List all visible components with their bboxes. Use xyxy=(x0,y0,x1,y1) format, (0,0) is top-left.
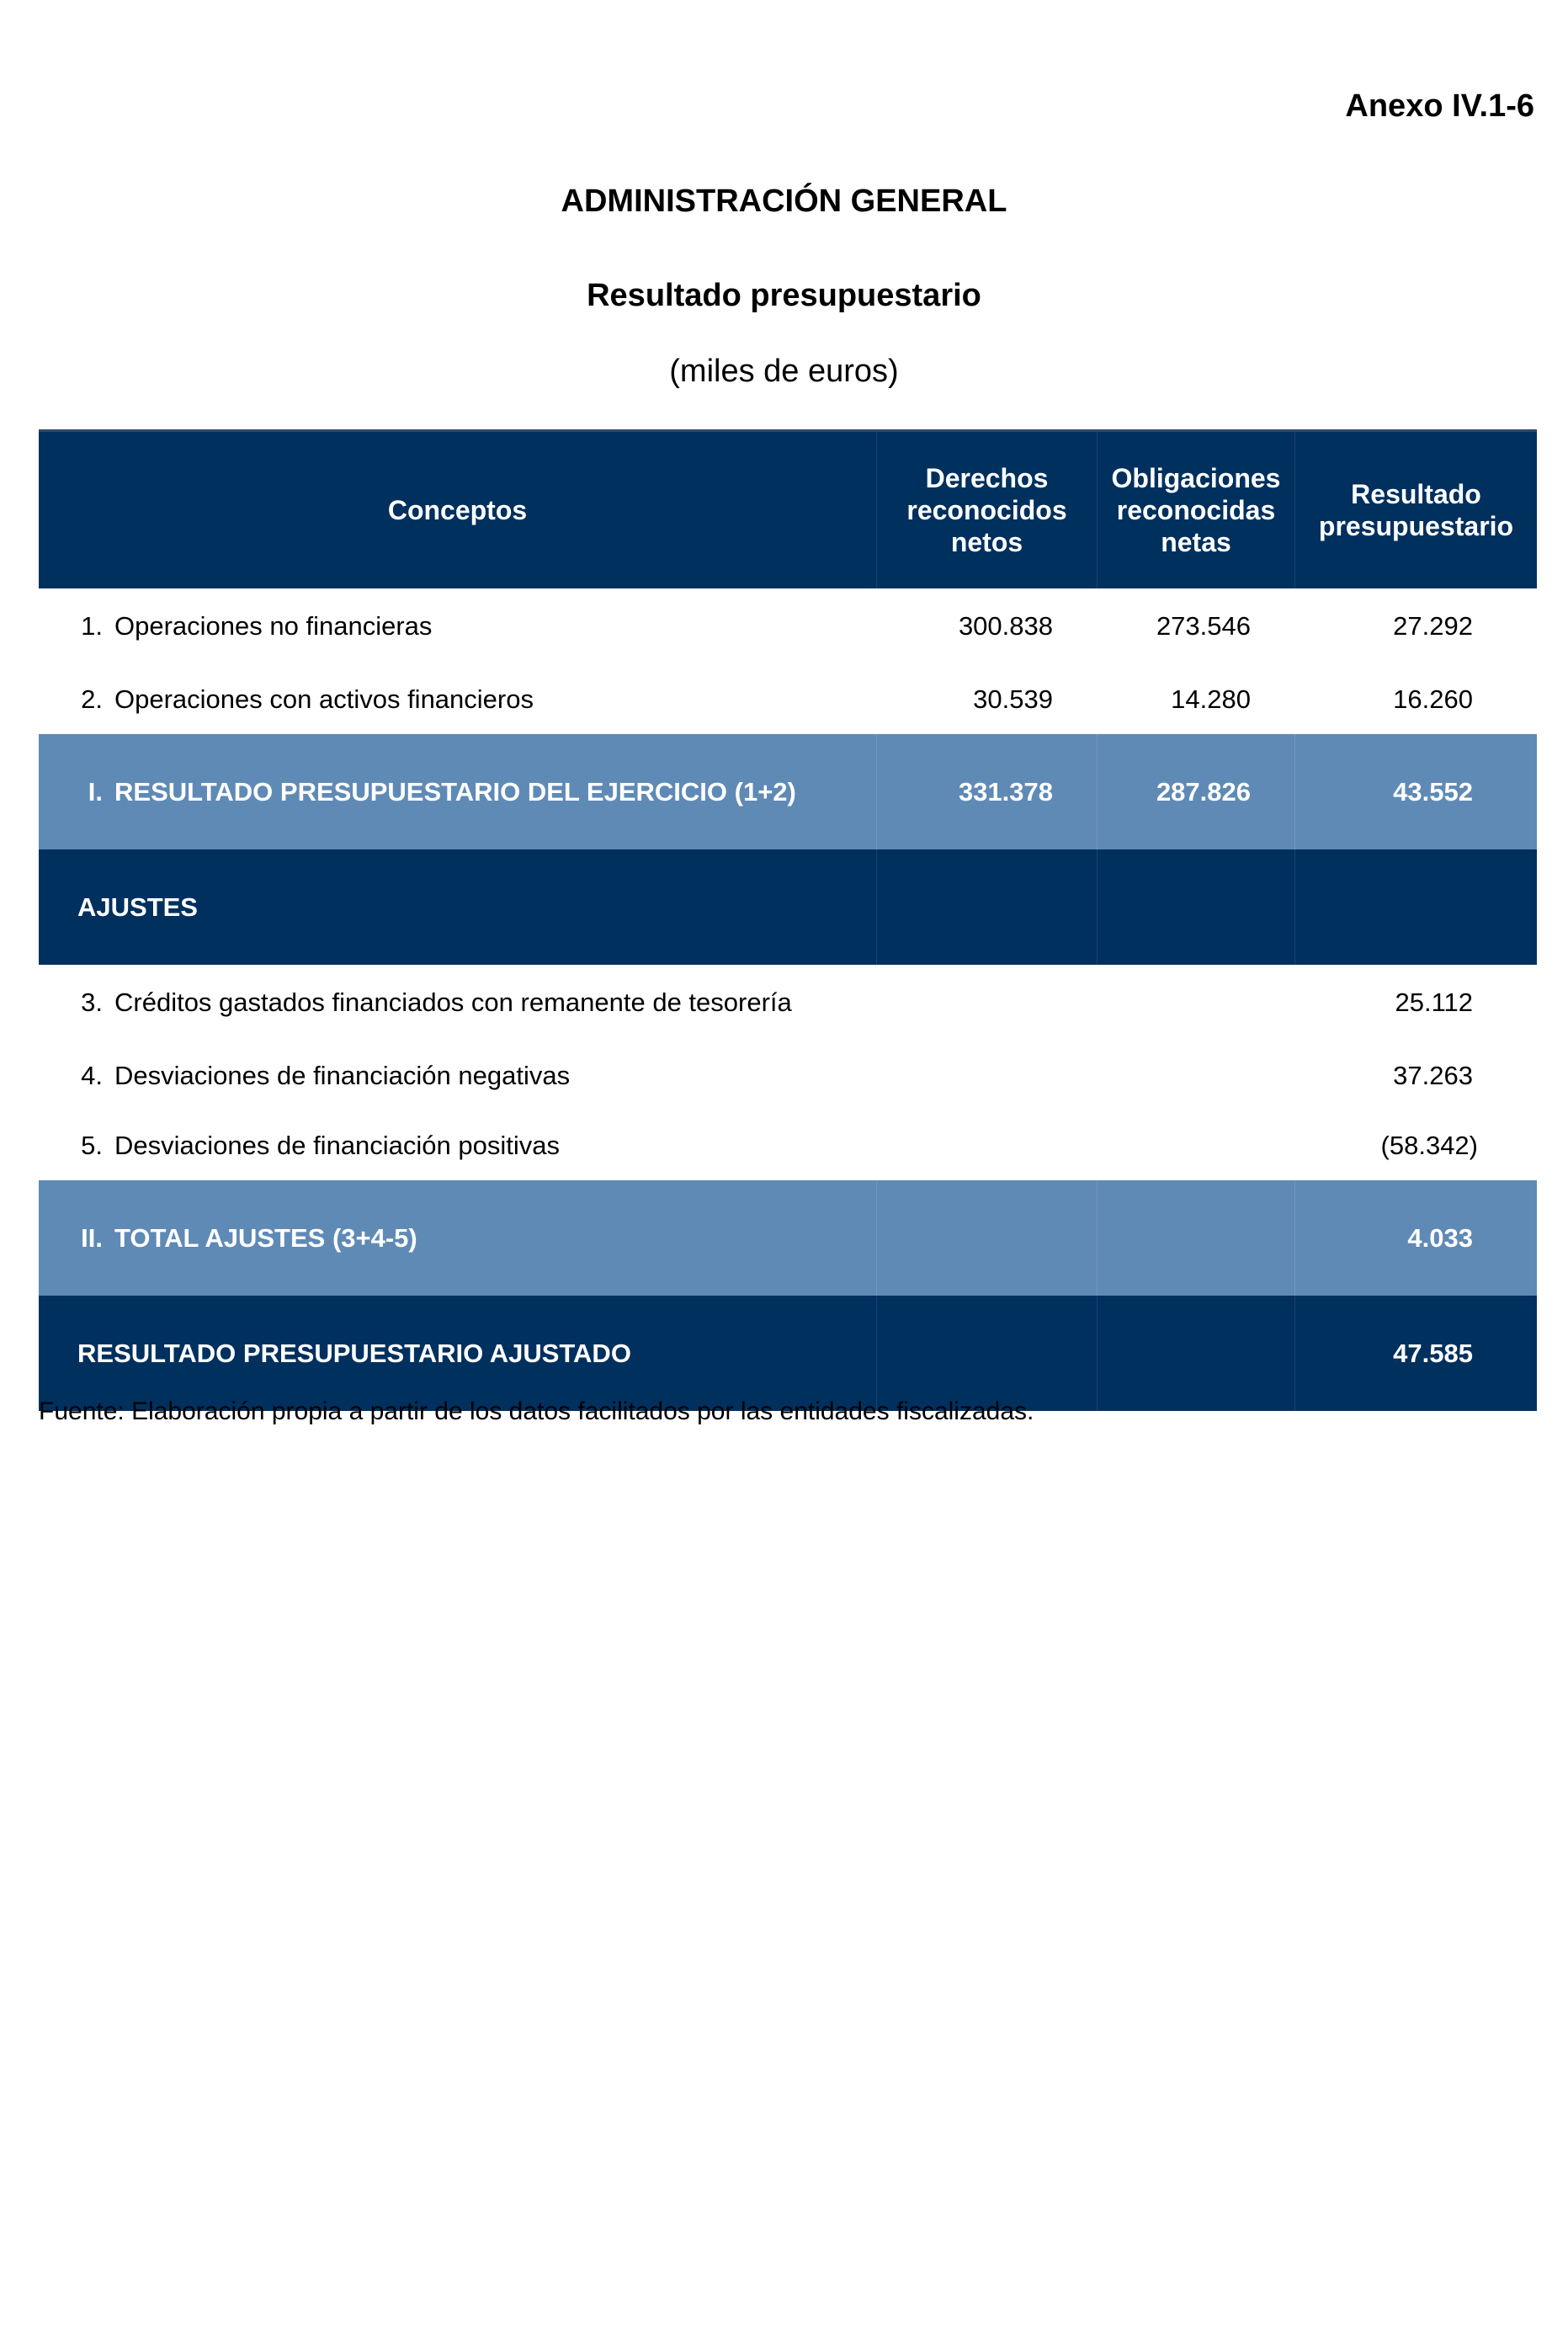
row-result: 43.552 xyxy=(1294,734,1537,849)
row-label: Operaciones con activos financieros xyxy=(114,684,534,714)
table-row xyxy=(39,664,1537,734)
header-rights: Derechos reconocidos netos xyxy=(876,432,1097,588)
header-concepts: Conceptos xyxy=(387,495,528,525)
row-number: II. xyxy=(81,1222,103,1253)
row-result: 25.112 xyxy=(1395,988,1473,1017)
adjustments-label: AJUSTES xyxy=(77,892,198,922)
row-label: Desviaciones de financiación negativas xyxy=(114,1060,571,1090)
page-subtitle: Resultado presupuestario xyxy=(587,278,981,313)
row-rights: 30.539 xyxy=(973,684,1053,714)
row-number: 2. xyxy=(81,684,103,714)
table-row xyxy=(39,1041,1537,1110)
row-number: 1. xyxy=(81,611,103,641)
row-obligations: 14.280 xyxy=(1171,684,1251,714)
row-obligations: 273.546 xyxy=(1156,611,1251,641)
row-rights: 300.838 xyxy=(958,611,1053,641)
table-row xyxy=(39,588,1537,664)
row-result: (58.342) xyxy=(1380,1130,1478,1160)
row-number: 5. xyxy=(81,1130,103,1160)
row-number: 4. xyxy=(81,1060,103,1090)
row-label: RESULTADO PRESUPUESTARIO DEL EJERCICIO (1+2) xyxy=(114,776,796,807)
adjustments-header-row xyxy=(39,849,1537,965)
header-obligations: Obligaciones reconocidas netas xyxy=(1097,432,1294,588)
total-row-exercise xyxy=(39,734,1537,849)
row-result: 16.260 xyxy=(1393,684,1473,714)
row-obligations: 287.826 xyxy=(1097,734,1294,849)
row-result: 47.585 xyxy=(1294,1296,1537,1411)
row-result: 4.033 xyxy=(1294,1180,1537,1296)
units-note: (miles de euros) xyxy=(669,354,899,389)
row-number: I. xyxy=(88,776,103,807)
row-label: TOTAL AJUSTES (3+4-5) xyxy=(114,1222,417,1253)
total-row-adjustments xyxy=(39,1180,1537,1296)
row-result: 37.263 xyxy=(1393,1060,1473,1090)
table-row xyxy=(39,1110,1537,1180)
row-label: Créditos gastados financiados con remanente de tesorería xyxy=(114,988,792,1017)
page-title: ADMINISTRACIÓN GENERAL xyxy=(561,184,1007,219)
row-result: 27.292 xyxy=(1393,611,1473,641)
source-note: Fuente: Elaboración propia a partir de los datos facilitados por las entidades fiscalizadas. xyxy=(39,1397,1034,1425)
table-header-row xyxy=(39,429,1537,588)
row-label: Operaciones no financieras xyxy=(114,611,433,641)
final-result-row xyxy=(39,1296,1537,1411)
row-label: RESULTADO PRESUPUESTARIO AJUSTADO xyxy=(77,1338,631,1368)
table-row xyxy=(39,965,1537,1041)
row-label: Desviaciones de financiación positivas xyxy=(114,1130,561,1160)
header-result: Resultado presupuestario xyxy=(1294,432,1537,588)
row-number: 3. xyxy=(81,988,103,1017)
annex-label: Anexo IV.1-6 xyxy=(1345,88,1534,124)
budget-result-table xyxy=(39,429,1537,1411)
row-rights: 331.378 xyxy=(876,734,1097,849)
